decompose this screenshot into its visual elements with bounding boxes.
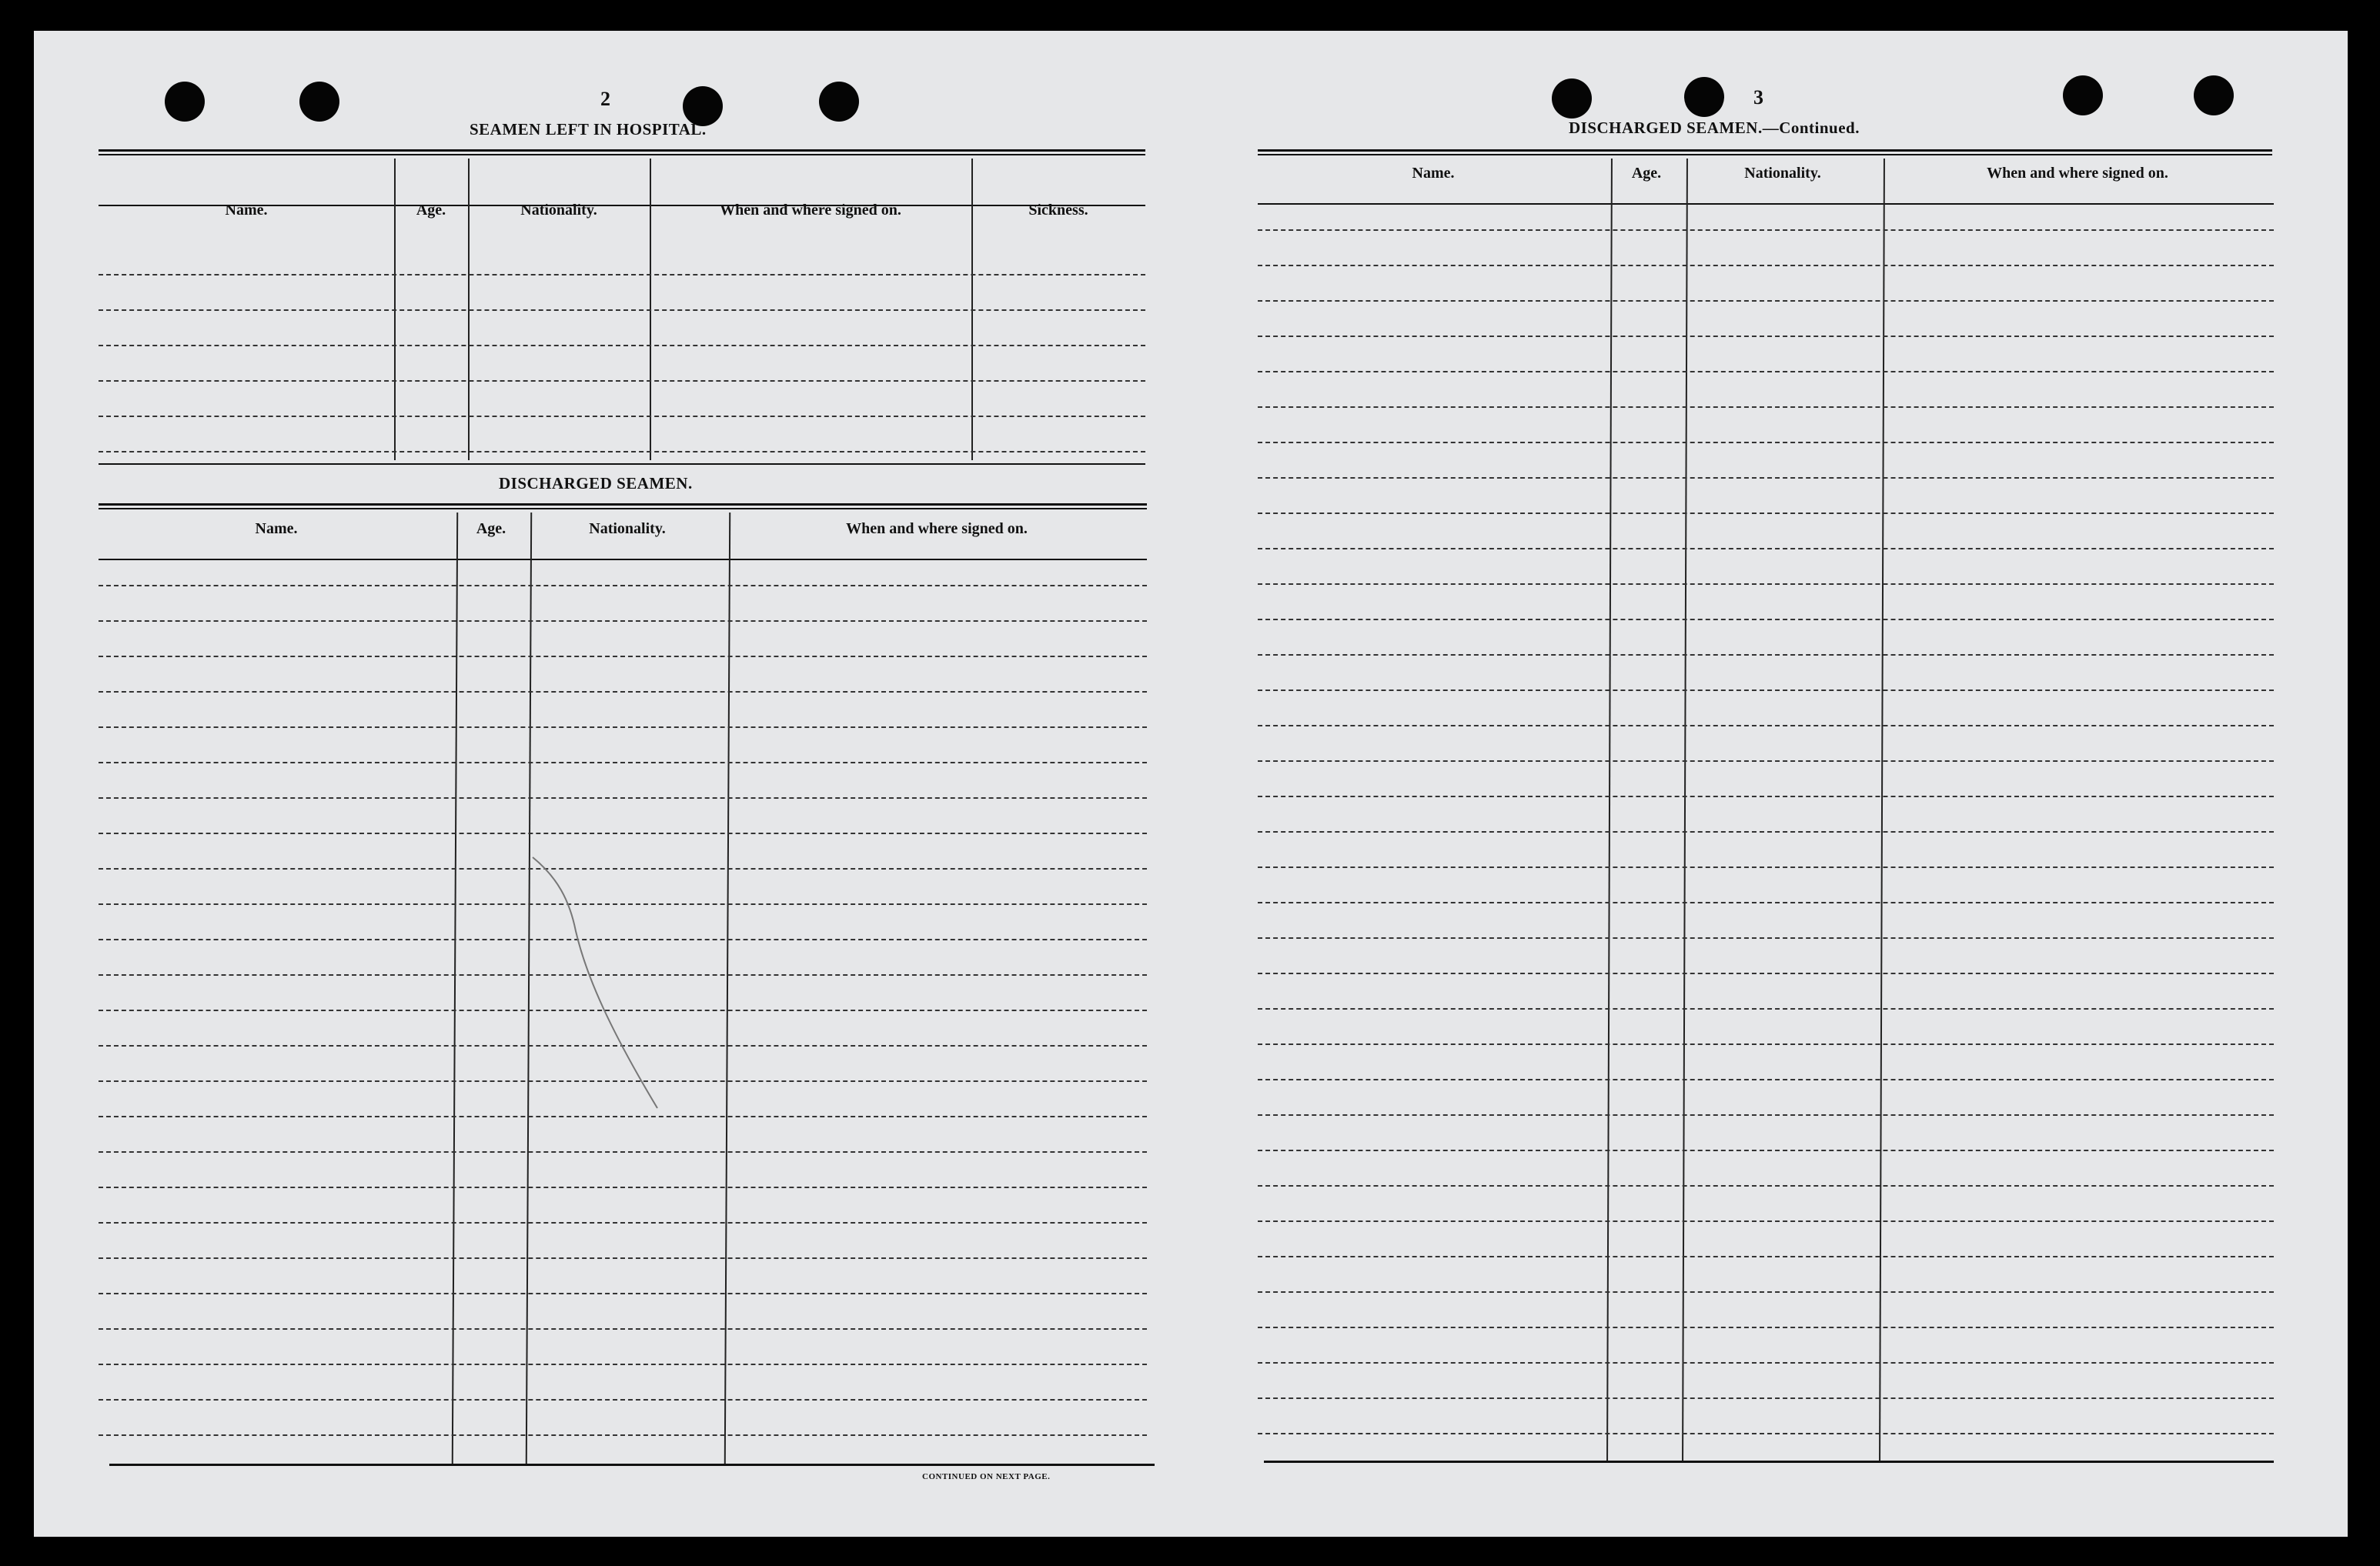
entry-line xyxy=(1258,619,2274,620)
entry-line xyxy=(99,656,1147,657)
entry-line xyxy=(99,1222,1147,1224)
punch-hole xyxy=(299,82,339,122)
entry-line xyxy=(1258,1433,2274,1434)
entry-line xyxy=(1258,1079,2274,1080)
hospital-table xyxy=(99,159,1145,460)
hospital-top-rule xyxy=(99,149,1145,155)
discharged-section-title: DISCHARGED SEAMEN. xyxy=(499,474,693,493)
entry-line xyxy=(1258,725,2274,726)
continued-note: CONTINUED ON NEXT PAGE. xyxy=(922,1472,1051,1481)
col-when-where: When and where signed on. xyxy=(1987,165,2168,182)
entry-line xyxy=(99,1257,1147,1259)
discharged-bottom-rule xyxy=(109,1464,1155,1466)
hospital-section-title: SEAMEN LEFT IN HOSPITAL. xyxy=(470,120,707,139)
entry-line xyxy=(99,1364,1147,1365)
col-age: Age. xyxy=(416,202,446,219)
entry-line xyxy=(1258,654,2274,656)
entry-line xyxy=(1258,300,2274,302)
entry-line xyxy=(99,797,1147,799)
entry-line xyxy=(1258,442,2274,443)
punch-hole xyxy=(165,82,205,122)
col-nationality: Nationality. xyxy=(1744,165,1821,182)
entry-line xyxy=(1258,866,2274,868)
discharged-table-right xyxy=(1258,159,2274,1461)
col-nationality: Nationality. xyxy=(589,520,666,537)
col-age: Age. xyxy=(1631,165,1662,182)
col-when-where: When and where signed on. xyxy=(846,520,1028,537)
entry-line xyxy=(99,620,1147,622)
form-sheet xyxy=(34,31,2348,1537)
entry-line xyxy=(99,1434,1147,1436)
entry-line xyxy=(1258,477,2274,479)
entry-line xyxy=(1258,548,2274,549)
entry-line xyxy=(1258,265,2274,266)
entry-line xyxy=(1258,336,2274,337)
entry-line xyxy=(1258,513,2274,514)
punch-hole xyxy=(2063,75,2103,115)
entry-line xyxy=(1258,583,2274,585)
entry-line xyxy=(1258,1362,2274,1364)
right-top-rule xyxy=(1258,149,2272,155)
entry-line xyxy=(99,1293,1147,1294)
punch-hole xyxy=(1684,77,1724,117)
entry-line xyxy=(99,1328,1147,1330)
punch-hole xyxy=(819,82,859,122)
entry-line xyxy=(1258,796,2274,797)
punch-hole xyxy=(1552,78,1592,119)
col-name: Name. xyxy=(1412,165,1455,182)
entry-line xyxy=(99,1151,1147,1153)
col-when-where: When and where signed on. xyxy=(720,202,901,219)
col-age: Age. xyxy=(476,520,506,537)
entry-line xyxy=(1258,406,2274,408)
entry-line xyxy=(99,416,1145,417)
discharged-continued-title: DISCHARGED SEAMEN.—Continued. xyxy=(1569,119,1860,137)
entry-line xyxy=(1258,690,2274,691)
entry-line xyxy=(1258,1291,2274,1293)
entry-line xyxy=(1258,1397,2274,1399)
page-number: 2 xyxy=(600,88,610,110)
entry-line xyxy=(1258,1256,2274,1257)
entry-line xyxy=(99,1399,1147,1401)
hospital-bottom-rule xyxy=(99,463,1145,465)
entry-line xyxy=(99,380,1145,382)
punch-hole xyxy=(2194,75,2234,115)
entry-line xyxy=(1258,902,2274,903)
column-divider xyxy=(1606,159,1613,1461)
entry-line xyxy=(99,451,1145,452)
entry-line xyxy=(1258,1043,2274,1045)
entry-line xyxy=(1258,760,2274,762)
right-bottom-rule xyxy=(1264,1461,2274,1463)
pencil-mark xyxy=(496,846,696,1139)
entry-line xyxy=(99,345,1145,346)
col-name: Name. xyxy=(255,520,298,537)
col-sickness: Sickness. xyxy=(1028,202,1088,219)
col-nationality: Nationality. xyxy=(520,202,597,219)
column-divider xyxy=(1879,159,1885,1461)
entry-line xyxy=(1258,1150,2274,1151)
col-name: Name. xyxy=(225,202,268,219)
entry-line xyxy=(1258,1327,2274,1328)
entry-line xyxy=(99,585,1147,586)
entry-line xyxy=(1258,937,2274,939)
table-header-row xyxy=(99,159,1145,206)
discharged-top-rule xyxy=(99,503,1147,509)
entry-line xyxy=(1258,371,2274,372)
entry-line xyxy=(99,762,1147,763)
entry-line xyxy=(99,309,1145,311)
entry-line xyxy=(1258,973,2274,974)
entry-line xyxy=(1258,1114,2274,1116)
entry-line xyxy=(99,691,1147,693)
entry-line xyxy=(1258,229,2274,231)
entry-line xyxy=(1258,831,2274,833)
entry-line xyxy=(1258,1008,2274,1010)
entry-line xyxy=(1258,1220,2274,1222)
entry-line xyxy=(99,274,1145,275)
column-divider xyxy=(1682,159,1688,1461)
entry-line xyxy=(1258,1185,2274,1187)
entry-line xyxy=(99,833,1147,834)
entry-line xyxy=(99,726,1147,728)
entry-line xyxy=(99,1187,1147,1188)
page-number: 3 xyxy=(1753,86,1763,109)
